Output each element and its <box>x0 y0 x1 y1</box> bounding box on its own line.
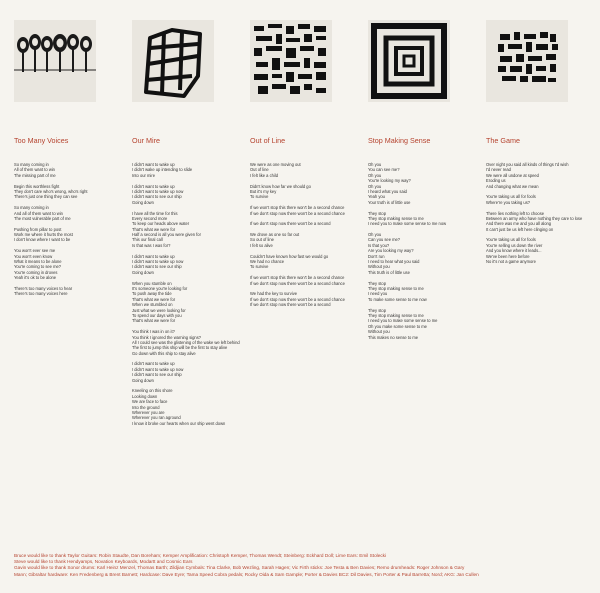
lyric-line: We've been here before <box>486 253 530 259</box>
lyric-line: If we won't stop this there won't be a second chance <box>250 205 345 211</box>
lyric-line: Half a second is all you were given for <box>132 232 201 238</box>
lyric-line: Looking down <box>132 393 158 399</box>
lyric-line: To survive <box>250 264 269 270</box>
lyric-line: Oh you make some sense to me <box>368 323 427 329</box>
lyric-line: Work me where it hurts the most <box>14 232 73 238</box>
lyric-line: Wherever you are <box>132 409 165 415</box>
credit-line: Mann; Gibraltar hardware: Ken Fredenberg & Brent Barnett; Hardcase: Dave Eyre; Tama Speed Cobra pedals; Rocky Oida & Sam Gample; Porter & Davies BC2: Dil Davies, Tim Porter & Paul Barretta; Nord; AKG: Jan Cullen <box>14 571 479 577</box>
lyric-line: Couldn't have known how fast we would go <box>250 253 329 259</box>
lyric-line: I didn't want to wake up now <box>132 188 184 194</box>
lyric-line: I didn't want to wake up <box>132 162 175 167</box>
lyric-line: Pushing from pillar to post <box>14 226 62 232</box>
concentric-squares-drawing-icon <box>368 20 450 102</box>
lyric-line: I felt like a child <box>250 172 278 178</box>
lyric-line: We had the key to survive <box>250 291 298 297</box>
lyric-line: To spend our days with you <box>132 312 182 318</box>
lyric-line: I didn't want to see our ship <box>132 372 182 378</box>
lyric-line: So many coming in <box>14 205 49 211</box>
lyric-line: I didn't want to wake up <box>132 253 175 259</box>
lyric-line: You can see me? <box>368 167 400 173</box>
lyric-line: To keep our heads above water <box>132 221 190 227</box>
lyric-line: I'd never read <box>486 167 511 173</box>
lyric-line: If we don't stop now there won't be a second <box>250 221 331 227</box>
lyric-line: Begin this worthless fight <box>14 183 60 189</box>
lyric-line: Yeah it's ok to be alone <box>14 275 57 281</box>
lyric-line: Oh you <box>368 232 382 238</box>
lyric-line: There lies nothing left to choose <box>486 210 545 216</box>
song-lyrics <box>14 162 134 297</box>
lyric-line: They stop making sense to me <box>368 285 424 291</box>
lyric-line: But it's my key <box>250 188 277 194</box>
lyric-line: Going down <box>132 269 154 275</box>
lyric-line: Going down <box>132 199 154 205</box>
song-lyrics <box>368 162 488 340</box>
lyric-line: And you know where it leads... <box>486 248 542 254</box>
lyric-line: That's what we were for <box>132 318 176 324</box>
lyric-line: Wherever you ran aground <box>132 415 181 421</box>
lyric-line: Over night you said all kinds of things I'd wish <box>486 162 569 167</box>
song-title: Stop Making Sense <box>368 136 431 145</box>
lyric-line: I didn't want to wake up <box>132 183 175 189</box>
lyric-line: I need you <box>368 291 388 297</box>
lyric-line: Oh you <box>368 172 382 178</box>
lyric-line: They stop making sense to me <box>368 215 424 221</box>
lyric-line: They stop making sense to me <box>368 312 424 318</box>
lyric-line: Oh you <box>368 183 382 189</box>
lyric-line: Between an army who have nothing they care to lose <box>486 215 583 221</box>
song-title: Our Mire <box>132 136 160 145</box>
lyric-line: Into our mire <box>132 172 155 178</box>
lyric-line: We had no chance <box>250 259 285 265</box>
lyric-line: So many coming in <box>14 162 49 167</box>
lyric-line: We were all undone at speed <box>486 172 539 178</box>
lyric-line: The first to jump this ship will be the first to stay alive <box>132 345 228 351</box>
lyric-line: You're looking my way? <box>368 178 411 184</box>
lyric-line: You won't ever see me <box>14 248 56 254</box>
lyric-line: If we don't stop now there won't be a second chance <box>250 280 345 286</box>
lyric-line: Are you looking my way? <box>368 248 414 254</box>
lyric-line: I didn't want to wake up <box>132 361 175 367</box>
lyric-line: They stop <box>368 210 386 216</box>
lyric-line: They stop <box>368 307 386 313</box>
lyric-line: Didn't know how far we should go <box>250 183 311 189</box>
lyric-line: We were as one moving out <box>250 162 301 167</box>
lyric-line: That's what we were for <box>132 296 176 302</box>
lyric-line: This makes no sense to me <box>368 334 419 340</box>
song-lyrics <box>486 162 600 264</box>
song-title: Out of Line <box>250 136 286 145</box>
lyric-line: So out of line <box>250 237 274 243</box>
lyric-line: Yeah you <box>368 194 385 200</box>
lyric-line: There's too many voices here <box>14 291 68 297</box>
lyric-line: I don't know where I want to be <box>14 237 71 243</box>
lyric-line: We drove as one so far out <box>250 232 300 238</box>
lyric-line: All I could see was the glistening of the wake we left behind <box>132 339 240 345</box>
lyric-line: And changing what we mean <box>486 183 539 189</box>
lyric-line: What it means to be alone <box>14 259 62 265</box>
lyric-line: This truth is of little use <box>368 269 410 275</box>
lyric-line: You're taking us all for fools <box>486 237 536 243</box>
lyric-line: They stop <box>368 280 386 286</box>
credit-line: Gavin would like to thank Sonor drums: Karl Heinz Menzel, Thomas Barth; Zildjian Cymbals: Tina Clarke, Bob Wezling, Sarah Hagen; Vic Firth sticks: Joe Testa & Ben Davies; Remo drumheads: Roger Johnson & Gary <box>14 565 465 571</box>
lyric-line: When we stumbled on <box>132 302 173 308</box>
lyric-line: I didn't want to see our ship <box>132 264 182 270</box>
song-title: Too Many Voices <box>14 136 69 145</box>
credit-line: Steve would like to thank Hendyamps, Novation Keyboards, Modartt and Cosmic Ears <box>14 559 193 565</box>
lyric-line: Every second more <box>132 215 168 221</box>
lyric-line: If we don't stop now there won't be a second <box>250 302 331 308</box>
lyric-line: Eroding us <box>486 178 506 184</box>
lyric-line: I felt so alive <box>250 242 273 248</box>
lyric-line: That's what we were for <box>132 226 176 232</box>
song-title: The Game <box>486 136 520 145</box>
lyric-line: You think I was in on it? <box>132 329 175 335</box>
lyric-line: I didn't want to wake up now <box>132 366 184 372</box>
grid-building-drawing-icon <box>132 20 214 102</box>
lyric-line: You're coming to see me? <box>14 264 62 270</box>
lyric-line: Is that you? <box>368 242 390 248</box>
lyric-line: To make some sense to me now <box>368 296 427 302</box>
lyric-line: Just what we were looking for <box>132 307 186 313</box>
lyric-line: If we don't stop now there won't be a second chance <box>250 210 345 216</box>
lyric-line: To survive <box>250 194 269 200</box>
lyric-line: It's someone you're looking for <box>132 285 188 291</box>
lyric-line: I didn't want to wake up now <box>132 259 184 265</box>
lyric-line: You think I ignored the warning signs? <box>132 334 202 340</box>
lyric-line: If we won't stop this there won't be a second chance <box>250 275 345 281</box>
lyric-line: You're coming in droves <box>14 269 58 275</box>
lyric-line: Without you <box>368 264 390 270</box>
lyric-line: I didn't wake up intending to slide <box>132 167 193 173</box>
lyric-line: They don't care who's wrong, who's right <box>14 188 88 194</box>
lyric-line: To push away the tide <box>132 291 172 297</box>
lyric-line: We are face to face <box>132 399 168 405</box>
lyric-line: There's just one thing they can see <box>14 194 78 200</box>
lyric-line: Is that was I was for? <box>132 242 171 248</box>
lyric-line: Can you see me? <box>368 237 401 243</box>
lyric-line: There's too many voices to hear <box>14 285 73 291</box>
lyric-line: I know it broke our hearts when our ship went down <box>132 420 226 426</box>
blocks-drawing-icon <box>250 20 332 102</box>
lyric-line: This our final call <box>132 237 163 243</box>
lyric-line: Don't run <box>368 253 385 259</box>
lyric-line: I didn't want to see our ship <box>132 194 182 200</box>
lyric-line: You're taking us all for fools <box>486 194 536 200</box>
lyric-line: Where're you taking us? <box>486 199 531 205</box>
lyric-line: And all of them want to win <box>14 210 63 216</box>
song-lyrics <box>132 162 252 426</box>
lyric-line: All of them want to win <box>14 167 55 173</box>
lyric-line: The most vulnerable part of me <box>14 215 71 221</box>
lyric-line: No it's not a game anymore <box>486 259 536 265</box>
lyric-line: When you stumble on <box>132 280 172 286</box>
lyric-line: Your truth is of little use <box>368 199 411 205</box>
lyric-line: I need to hear what you said <box>368 259 420 265</box>
pixel-maze-drawing-icon <box>486 20 568 102</box>
trees-drawing-icon <box>14 20 96 102</box>
lyric-line: You're selling us down the river <box>486 242 543 248</box>
lyric-line: Go down with this ship to stay alive <box>132 350 196 356</box>
lyric-line: I heard what you said <box>368 188 407 194</box>
lyric-line: Oh you <box>368 162 382 167</box>
song-lyrics <box>250 162 370 308</box>
lyric-line: The missing part of me <box>14 172 56 178</box>
lyric-line: If we don't stop now there won't be a second chance <box>250 296 345 302</box>
lyric-line: Kneeling on this shore <box>132 388 173 394</box>
credit-line: Bruce would like to thank Taylor Guitars: Robin Staudte, Dan Boreham; Kemper Amplification: Christoph Kemper, Thomas Wendt; Steinberg: Eckhard Doll; Lime Ears: Emil Stolecki <box>14 553 387 558</box>
lyric-line: Into the ground <box>132 404 160 410</box>
lyric-line: I have all the time for this <box>132 210 178 216</box>
lyric-line: I need you to make some sense to me <box>368 318 438 324</box>
lyric-line: And there was me and you all along <box>486 221 552 227</box>
credits <box>14 553 594 578</box>
lyric-line: You won't even know <box>14 253 53 259</box>
lyric-line: It can't just be us left here clinging on <box>486 226 554 232</box>
lyric-line: Going down <box>132 377 154 383</box>
lyric-line: Out of line <box>250 167 269 173</box>
lyric-line: Without you <box>368 329 390 335</box>
lyric-line: I need you to make some sense to me now <box>368 221 447 227</box>
